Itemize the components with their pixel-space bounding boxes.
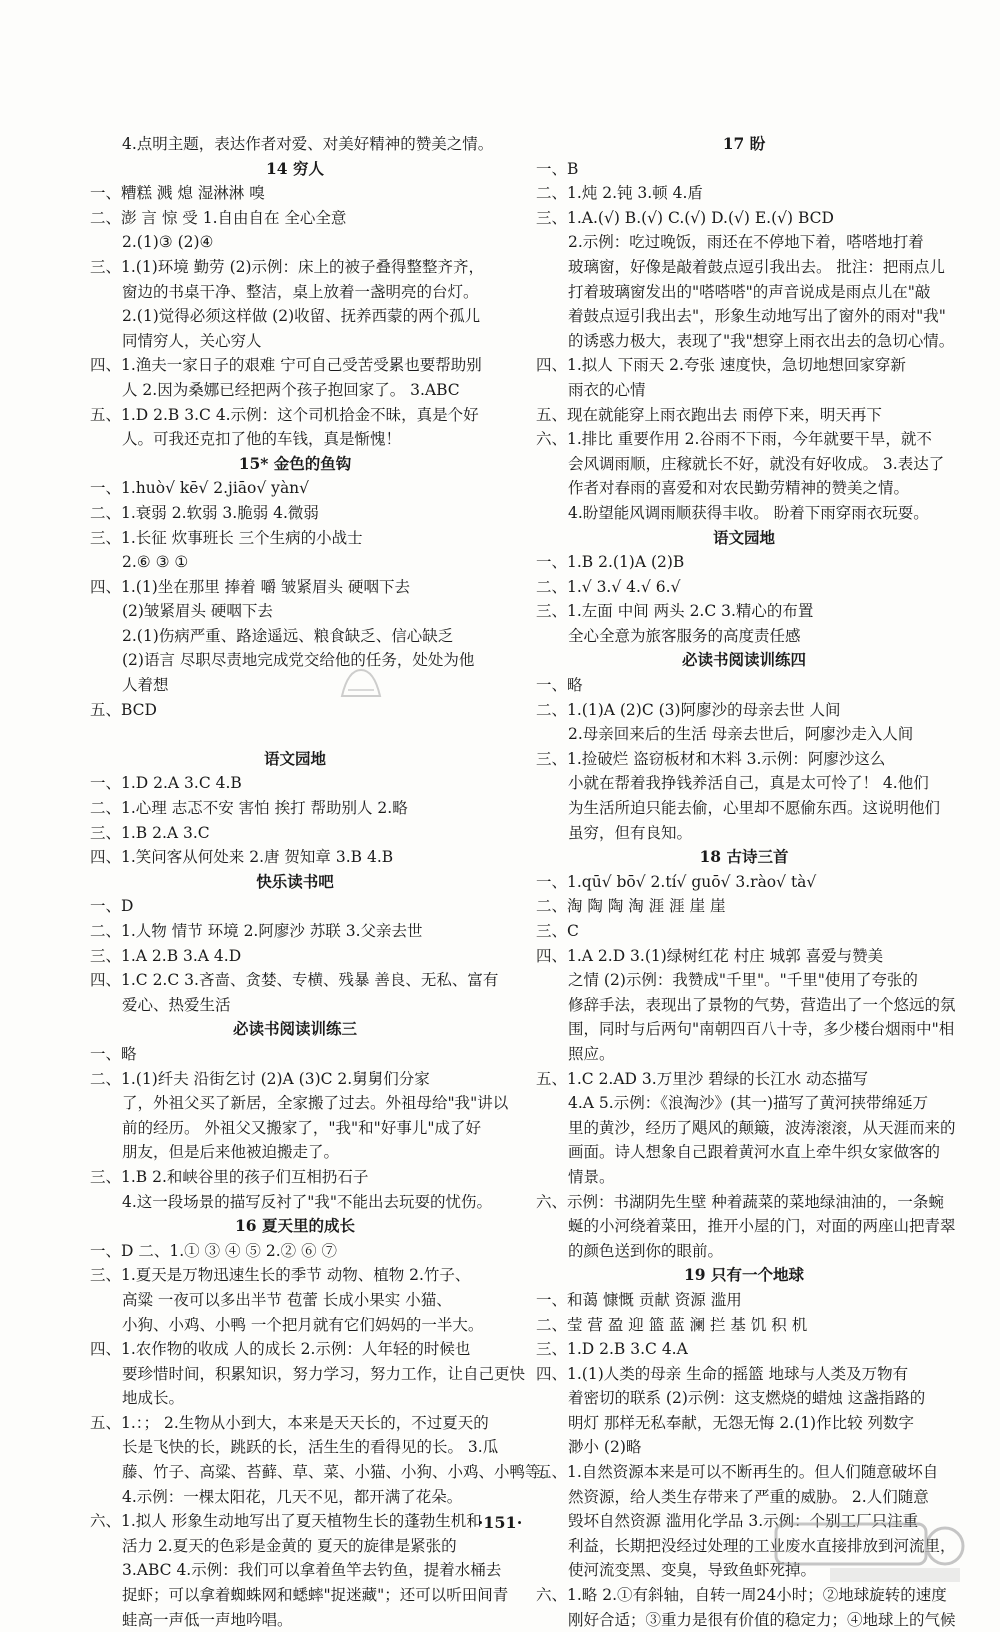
answer-line: 三、1.A 2.B 3.A 4.D — [90, 946, 242, 965]
answer-line: 人 2.因为桑娜已经把两个孩子抱回家了。 3.ABC — [122, 380, 460, 399]
answer-line: 一、D — [90, 897, 134, 916]
answer-line: 小狗、小鸡、小鸭 一个把月就有它们妈妈的一半大。 — [122, 1315, 484, 1334]
section-heading: 17 盼 — [722, 134, 766, 153]
answer-line: 一、糟糕 溅 熄 湿淋淋 嗅 — [90, 184, 265, 203]
section-heading: 18 古诗三首 — [699, 847, 789, 867]
answer-line: 五、现在就能穿上雨衣跑出去 雨停下来，明天再下 — [536, 405, 882, 424]
answer-line: 三、1.B 2.A 3.C — [90, 823, 210, 842]
answer-line: 明灯 那样无私奉献，无怨无悔 2.(1)作比较 列数字 — [568, 1413, 915, 1432]
answer-line: 里的黄沙，经历了飓风的颠簸，波涛滚滚，从天涯而来的 — [568, 1118, 956, 1137]
answer-line: 画面。诗人想象自己跟着黄河水直上牵牛织女家做客的 — [568, 1143, 941, 1162]
answer-line: 三、C — [536, 922, 579, 940]
answer-line: 打着玻璃窗发出的"嗒嗒嗒"的声音说成是雨点儿在"敲 — [568, 282, 931, 301]
section-heading: 必读书阅读训练四 — [681, 650, 806, 670]
answer-line: 四、1.渔夫一家日子的艰难 宁可自己受苦受累也要帮助别 — [90, 356, 482, 375]
answer-line: 一、B — [536, 159, 579, 178]
answer-line: 玻璃窗，好像是敲着鼓点逗引我出去。 批注：把雨点儿 — [568, 257, 945, 276]
answer-line: 着鼓点逗引我出去"，形象生动地写出了窗外的雨对"我" — [568, 307, 946, 326]
answer-line: 捉虾；可以拿着蜘蛛网和蟋蟀"捉迷藏"；还可以听田间青 — [122, 1586, 509, 1605]
answer-line: 二、澎 言 惊 受 1.自由自在 全心全意 — [90, 208, 347, 227]
answer-line: 4.这一段场景的描写反衬了"我"不能出去玩耍的忧伤。 — [122, 1192, 493, 1211]
section-heading: 15* 金色的鱼钩 — [238, 453, 352, 473]
answer-line: 二、淘 陶 陶 淘 涯 涯 崖 崖 — [536, 897, 726, 916]
answer-line: 一、D 二、1.① ③ ④ ⑤ 2.② ⑥ ⑦ — [90, 1241, 337, 1260]
answer-line: 一、略 — [90, 1044, 137, 1063]
answer-line: 地成长。 — [122, 1389, 185, 1408]
answer-line: 修辞手法，表现出了景物的气势，营造出了一个悠远的氛 — [568, 995, 956, 1014]
answer-line: 六、1.排比 重要作用 2.谷雨不下雨，今年就要干旱，就不 — [536, 430, 932, 449]
answer-line: 三、1.(1)环境 勤劳 (2)示例：床上的被子叠得整整齐齐， — [90, 257, 485, 276]
answer-line: 全心全意为旅客服务的高度责任感 — [568, 626, 801, 645]
answer-line: 的颜色送到你的眼前。 — [568, 1241, 724, 1260]
section-heading: 快乐读书吧 — [256, 871, 334, 891]
answer-line: 三、1.D 2.B 3.C 4.A — [536, 1340, 688, 1359]
answer-line: 三、1.长征 炊事班长 三个生病的小战士 — [90, 528, 363, 547]
answer-line: 二、1.(1)A (2)C (3)阿廖沙的母亲去世 人间 — [536, 700, 841, 719]
section-heading: 语文园地 — [712, 527, 775, 547]
answer-line: 二、1.衰弱 2.软弱 3.脆弱 4.微弱 — [90, 503, 319, 522]
answer-line: 藤、竹子、高粱、苔藓、草、菜、小猫、小狗、小鸡、小鸭等。 — [122, 1463, 557, 1482]
answer-line: 人着想 — [122, 676, 169, 695]
right-column — [536, 132, 956, 1632]
answer-line: 3.ABC 4.示例：我们可以拿着鱼竿去钓鱼，提着水桶去 — [122, 1561, 502, 1580]
answer-line: 渺小 (2)略 — [568, 1438, 642, 1457]
left-column — [90, 132, 557, 1632]
answer-line: 高粱 一夜可以多出半节 苞蕾 长成小果实 小猫、 — [122, 1290, 452, 1309]
answer-line: 2.(1)③ (2)④ — [122, 233, 214, 252]
answer-line: 2.⑥ ③ ① — [122, 553, 189, 572]
answer-line: 人。可我还克扣了他的车钱，真是惭愧！ — [122, 430, 402, 449]
answer-line: 三、1.B 2.和峡谷里的孩子们互相扔石子 — [90, 1167, 369, 1186]
answer-line: 的诱惑力极大，表现了"我"想穿上雨衣出去的急切心情。 — [568, 331, 955, 350]
answer-line: 一、1.huò√ kē√ 2.jiāo√ yàn√ — [90, 479, 310, 498]
answer-line: 一、略 — [536, 676, 583, 695]
answer-line: 二、1.炖 2.钝 3.顿 4.盾 — [536, 184, 703, 203]
answer-line: 小就在帮着我挣钱养活自己，真是太可怜了！ 4.他们 — [568, 774, 929, 793]
answer-line: 使河流变黑、变臭，导致鱼虾死掉。 — [568, 1561, 817, 1580]
answer-line: 二、1.心理 志忑不安 害怕 挨打 帮助别人 2.略 — [90, 799, 408, 818]
answer-line: 围，同时与后两句"南朝四百八十寺，多少楼台烟雨中"相 — [568, 1020, 955, 1039]
answer-line: 前的经历。 外祖父又搬家了，"我"和"好事儿"成了好 — [122, 1118, 481, 1137]
answer-line: 二、莹 营 盈 迎 篮 蓝 澜 拦 基 饥 积 机 — [536, 1315, 808, 1334]
answer-line: 要珍惜时间，积累知识，努力学习，努力工作，让自己更快 — [122, 1364, 526, 1383]
answer-line: 五、1.：； 2.生物从小到大，本来是天天长的，不过夏天的 — [90, 1413, 489, 1432]
answer-line: 五、1.自然资源本来是可以不断再生的。但人们随意破坏自 — [536, 1463, 939, 1482]
section-heading: 14 穷人 — [266, 158, 324, 178]
answer-line: 四、1.笑问客从何处来 2.唐 贺知章 3.B 4.B — [90, 848, 394, 867]
answer-line: 朋友，但是后来他被迫搬走了。 — [122, 1143, 340, 1162]
answer-line: 2.示例：吃过晚饭，雨还在不停地下着，嗒嗒地打着 — [568, 233, 924, 252]
answer-line: 五、1.D 2.B 3.C 4.示例：这个司机拾金不昧，真是个好 — [90, 405, 479, 424]
answer-line: 一、1.D 2.A 3.C 4.B — [90, 774, 242, 793]
answer-line: 四、1.拟人 下雨天 2.夸张 速度快，急切地想回家穿新 — [536, 356, 906, 375]
answer-line: 之情 (2)示例：我赞成"千里"。"千里"使用了夸张的 — [568, 971, 918, 990]
answer-line: (2)语言 尽职尽责地完成党交给他的任务，处处为他 — [122, 651, 475, 670]
answer-line: 雨衣的心情 — [568, 380, 646, 399]
answer-line: 六、1.拟人 形象生动地写出了夏天植物生长的蓬勃生机和 — [90, 1512, 482, 1531]
answer-line: 蛙高一声低一声地吟唱。 — [122, 1610, 293, 1629]
answer-line: 四、1.(1)坐在那里 捧着 嚼 皱紧眉头 硬咽下去 — [90, 577, 410, 596]
answer-line: 三、1.夏天是万物迅速生长的季节 动物、植物 2.竹子、 — [90, 1266, 471, 1285]
answer-line: 五、1.C 2.AD 3.万里沙 碧绿的长江水 动态描写 — [536, 1069, 869, 1088]
answer-line: 一、和蔼 慷慨 贡献 资源 滥用 — [536, 1290, 742, 1309]
answer-line: 4.盼望能风调雨顺获得丰收。 盼着下雨穿雨衣玩耍。 — [568, 503, 929, 522]
answer-line: 虽穷，但有良知。 — [568, 823, 693, 842]
answer-line: 作者对春雨的喜爱和对农民勤劳精神的赞美之情。 — [568, 479, 910, 498]
answer-line: 活力 2.夏天的色彩是金黄的 夏天的旋律是紧张的 — [122, 1536, 457, 1555]
answer-line: 4.点明主题，表达作者对爱、对美好精神的赞美之情。 — [122, 135, 494, 153]
answer-line: 一、1.qū√ bō√ 2.tí√ guō√ 3.rào√ tà√ — [536, 872, 817, 891]
answer-line: (2)皱紧眉头 硬咽下去 — [122, 602, 273, 621]
answer-line: 情景。 — [568, 1167, 615, 1186]
answer-line: 二、1.(1)纤夫 沿街乞讨 (2)A (3)C 2.舅舅们分家 — [90, 1069, 430, 1088]
answer-line: 刚好合适；③重力是很有价值的稳定力；④地球上的气候 — [568, 1610, 956, 1629]
answer-line: 蜒的小河绕着菜田，推开小屋的门，对面的两座山把青翠 — [568, 1217, 956, 1236]
answer-line: 四、1.(1)人类的母亲 生命的摇篮 地球与人类及万物有 — [536, 1364, 909, 1383]
answer-line: 六、1.略 2.①有斜轴，自转一周24小时；②地球旋转的速度 — [536, 1586, 947, 1605]
answer-line: 2.(1)觉得必须这样做 (2)收留、抚养西蒙的两个孤儿 — [122, 307, 481, 326]
answer-line: 五、BCD — [90, 700, 157, 719]
stamp-icon — [338, 666, 384, 706]
answer-line: 会风调雨顺，庄稼就长不好，就没有好收成。 3.表达了 — [568, 454, 945, 473]
answer-line: 4.示例：一棵太阳花，几天不见，都开满了花朵。 — [122, 1487, 463, 1506]
answer-line: 着密切的联系 (2)示例：这支燃烧的蜡烛 这盏指路的 — [568, 1389, 926, 1408]
answer-line — [90, 722, 500, 747]
section-heading: 16 夏天里的成长 — [235, 1216, 355, 1236]
section-heading: 必读书阅读训练三 — [232, 1019, 357, 1039]
answer-line: 然资源，给人类生存带来了严重的威胁。 2.人们随意 — [568, 1487, 929, 1506]
answer-line: 三、1.捡破烂 盗窃板材和木料 3.示例：阿廖沙这么 — [536, 749, 886, 768]
answer-line: 二、1.人物 情节 环境 2.阿廖沙 苏联 3.父亲去世 — [90, 922, 423, 940]
section-heading: 语文园地 — [263, 748, 326, 768]
answer-line: 了，外祖父买了新居，全家搬了过去。外祖母给"我"讲以 — [122, 1094, 509, 1113]
answer-line: 三、1.左面 中间 两头 2.C 3.精心的布置 — [536, 602, 814, 621]
answer-line: 一、1.B 2.(1)A (2)B — [536, 553, 685, 572]
answer-line: 2.(1)伤病严重、路途遥远、粮食缺乏、信心缺乏 — [122, 626, 454, 645]
answer-line: 爱心、热爱生活 — [122, 995, 231, 1014]
section-heading: 19 只有一个地球 — [684, 1265, 804, 1285]
answer-line: 四、1.A 2.D 3.(1)绿树红花 村庄 城郭 喜爱与赞美 — [536, 946, 884, 965]
answer-line: 六、示例：书湖阴先生壁 种着蔬菜的菜地绿油油的，一条蜿 — [536, 1192, 944, 1211]
watermark-logo-icon — [770, 1516, 970, 1586]
answer-line: 四、1.C 2.C 3.吝啬、贪婪、专横、残暴 善良、无私、富有 — [90, 971, 499, 990]
answer-line: 毁坏自然资源 滥用化学品 3.示例：个别工厂只注重 — [568, 1512, 919, 1531]
page-number: ·151· — [477, 1513, 523, 1532]
answer-line: 利益，长期把没经过处理的工业废水直接排放到河流里， — [568, 1536, 956, 1555]
answer-line: 四、1.农作物的收成 人的成长 2.示例：人年轻的时候也 — [90, 1340, 471, 1359]
answer-line: 4.A 5.示例：《浪淘沙》(其一)描写了黄河挟带绵延万 — [568, 1094, 929, 1113]
answer-line: 三、1.A.(√) B.(√) C.(√) D.(√) E.(√) BCD — [536, 208, 834, 227]
answer-line: 同情穷人，关心穷人 — [122, 331, 262, 350]
answer-line: 长是飞快的长，跳跃的长，活生生的看得见的长。 3.瓜 — [122, 1438, 499, 1457]
answer-line: 2.母亲回来后的生活 母亲去世后，阿廖沙走入人间 — [568, 725, 914, 744]
answer-line: 照应。 — [568, 1044, 615, 1063]
answer-line: 二、1.√ 3.√ 4.√ 6.√ — [536, 577, 681, 596]
answer-line: 为生活所迫只能去偷，心里却不愿偷东西。这说明他们 — [568, 799, 941, 818]
answer-line: 窗边的书桌干净、整洁，桌上放着一盏明亮的台灯。 — [122, 282, 479, 301]
